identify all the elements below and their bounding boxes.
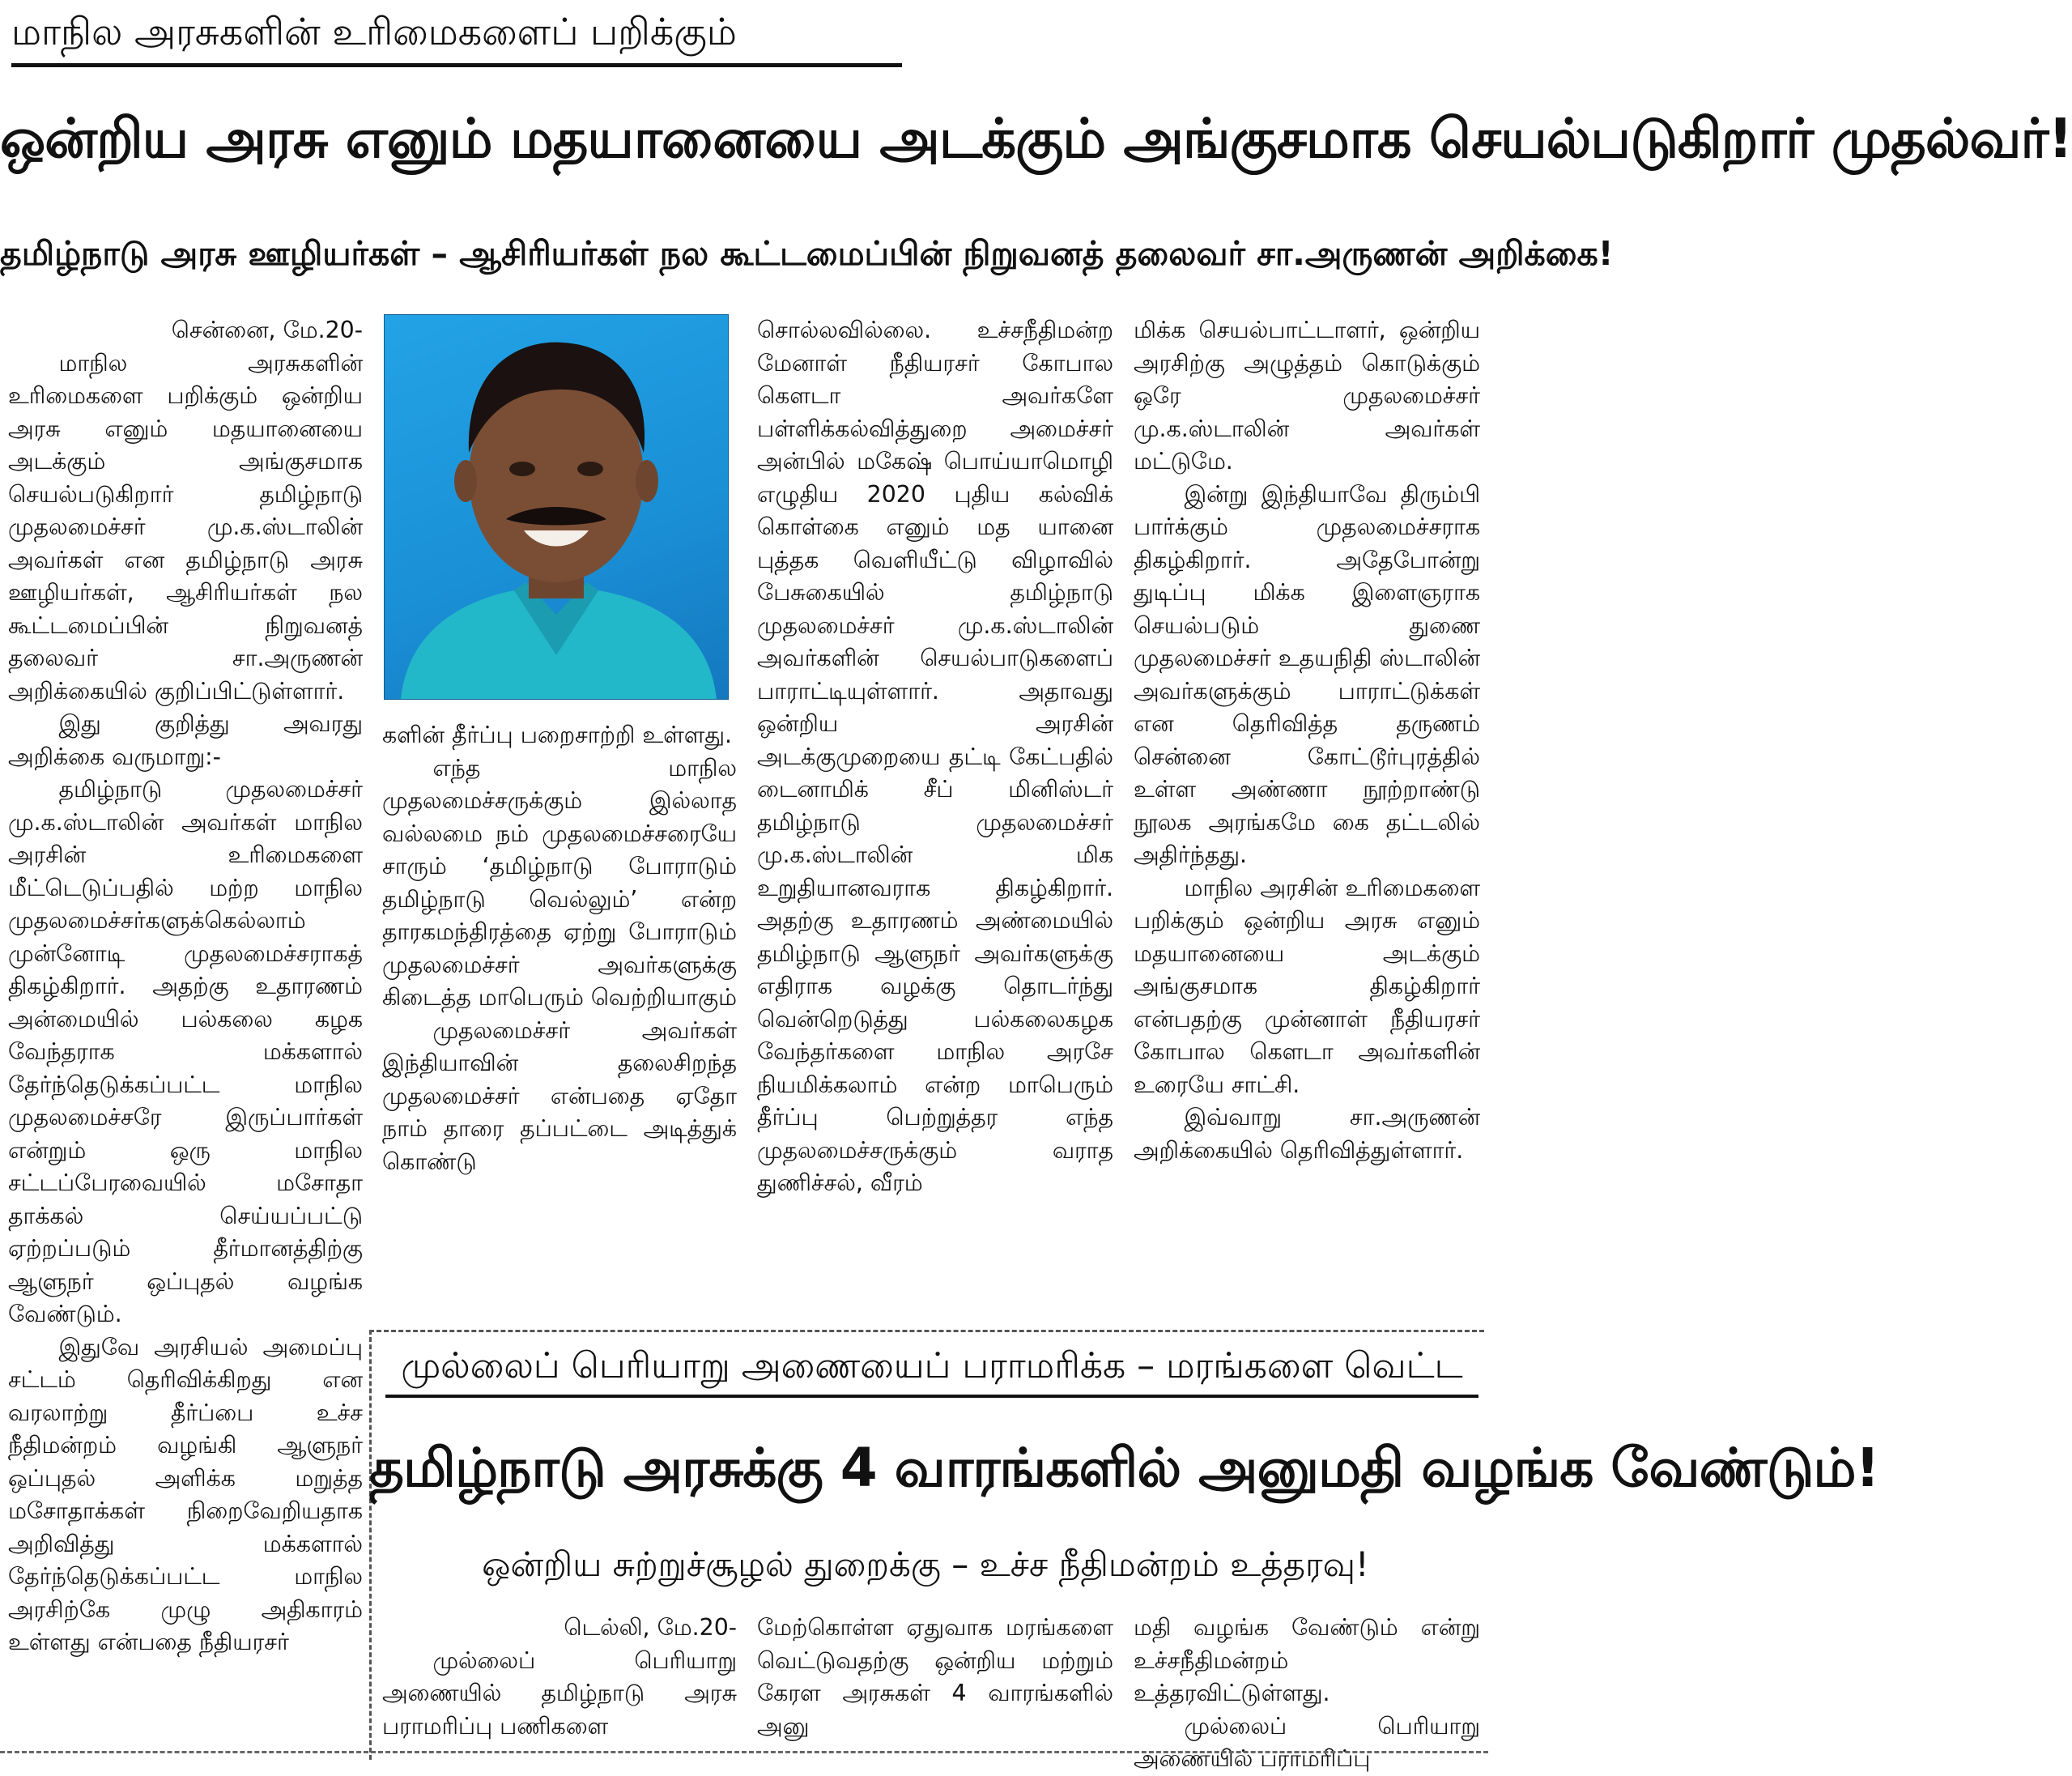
- second-story-subheadline: ஒன்றிய சுற்றுச்சூழல் துறைக்கு – உச்ச நீதிமன்றம் உத்தரவு!: [482, 1544, 1369, 1584]
- article-column-1: [8, 314, 363, 1741]
- subheadline: தமிழ்நாடு அரசு ஊழியர்கள் – ஆசிரியர்கள் நல கூட்டமைப்பின் நிறுவனத் தலைவர் சா.அருணன் அறிக்கை!: [0, 234, 1614, 273]
- headline: ஒன்றிய அரசு எனும் மதயானையை அடக்கும் அங்குசமாக செயல்படுகிறார் முதல்வர்!: [0, 107, 2072, 170]
- kicker: மாநில அரசுகளின் உரிமைகளைப் பறிக்கும்: [11, 6, 902, 67]
- paragraph: இது குறித்து அவரது அறிக்கை வருமாறு:-: [8, 710, 363, 770]
- second-story-column-1: [382, 1612, 737, 1754]
- portrait-photo: [384, 314, 729, 700]
- paragraph: மேற்கொள்ள ஏதுவாக மரங்களை வெட்டுவதற்கு ஒன்றிய மற்றும் கேரள அரசுகள் 4 வாரங்களில் அனு: [757, 1614, 1113, 1740]
- paragraph: சொல்லவில்லை. உச்சநீதிமன்ற மேனாள் நீதியரசர் கோபால கௌடா அவர்களே பள்ளிக்கல்வித்துறை அமைச்சர் அன்பில் மகேஷ் பொய்யாமொழி எழுதிய 2020 புதிய கல்விக் கொள்கை எனும் மத யானை புத்தக வெளியீட்டு விழாவில் பேசுகையில் தமிழ்நாடு முதலமைச்சர் மு.க.ஸ்டாலின் அவர்களின் செயல்பாடுகளைப் பாராட்டியுள்ளார். அதாவது ஒன்றிய அரசின் அடக்குமுறையை தட்டி கேட்பதில் டைனாமிக் சீப் மினிஸ்டர் தமிழ்நாடு முதலமைச்சர் மு.க.ஸ்டாலின் மிக உறுதியானவராக திகழ்கிறார். அதற்கு உதாரணம் அண்மையில் தமிழ்நாடு ஆளுநர் அவர்களுக்கு எதிராக வழக்கு தொடர்ந்து வென்றெடுத்து பல்கலைகழக வேந்தர்களை மாநில அரசே நியமிக்கலாம் என்ற மாபெரும் தீர்ப்பு பெற்றுத்தர எந்த முதலமைச்சருக்கும் வராத துணிச்சல், வீரம்: [757, 317, 1113, 1196]
- paragraph: முல்லைப் பெரியாறு அணையில் பராமரிப்பு: [1134, 1712, 1480, 1772]
- paragraph: முதலமைச்சர் அவர்கள் இந்தியாவின் தலைசிறந்த முதலமைச்சர் என்பதை ஏதோ நாம் தாரை தப்பட்டை அடித்துக் கொண்டு: [382, 1016, 737, 1175]
- paragraph: மிக்க செயல்பாட்டாளர், ஒன்றிய அரசிற்கு அழுத்தம் கொடுக்கும் ஒரே முதலமைச்சர் மு.க.ஸ்டாலின் அவர்கள் மட்டுமே.: [1134, 317, 1480, 475]
- paragraph: மாநில அரசின் உரிமைகளை பறிக்கும் ஒன்றிய அரசு எனும் மதயானையை அடக்கும் அங்குசமாக திகழ்கிறார் என்பதற்கு முன்னாள் நீதியரசர் கோபால கௌடா அவர்களின் உரையே சாட்சி.: [1134, 874, 1480, 1098]
- paragraph: இவ்வாறு சா.அருணன் அறிக்கையில் தெரிவித்துள்ளார்.: [1134, 1104, 1480, 1164]
- article-column-4: [1134, 314, 1480, 1318]
- second-story-kicker: முல்லைப் பெரியாறு அணையைப் பராமரிக்க – மரங்களை வெட்ட: [385, 1338, 1478, 1398]
- paragraph: மதி வழங்க வேண்டும் என்று உச்சநீதிமன்றம் உத்தரவிட்டுள்ளது.: [1134, 1614, 1480, 1706]
- paragraph: களின் தீர்ப்பு பறைசாற்றி உள்ளது.: [382, 722, 732, 748]
- dateline: சென்னை, மே.20-: [171, 317, 363, 343]
- article-column-3: [757, 314, 1113, 1336]
- paragraph: எந்த மாநில முதலமைச்சருக்கும் இல்லாத வல்லமை நம் முதலமைச்சரையே சாரும் ‘தமிழ்நாடு போராடும் தமிழ்நாடு வெல்லும்’ என்ற தாரகமந்திரத்தை ஏற்று போராடும் முதலமைச்சர் அவர்களுக்கு கிடைத்த மாபெரும் வெற்றியாகும்: [382, 754, 737, 1011]
- second-story-column-2: [757, 1612, 1113, 1754]
- bottom-divider: [0, 1751, 1488, 1753]
- portrait-illustration: [385, 315, 728, 699]
- article-column-2: [382, 719, 737, 1336]
- paragraph: இதுவே அரசியல் அமைப்பு சட்டம் தெரிவிக்கிறது என வரலாற்று தீர்ப்பை உச்ச நீதிமன்றம் வழங்கி ஆளுநர் ஒப்புதல் அளிக்க மறுத்த மசோதாக்கள் நிறைவேறியதாக அறிவித்து மக்களால் தேர்ந்தெடுக்கப்பட்ட மாநில அரசிற்கே முழு அதிகாரம் உள்ளது என்பதை நீதியரசர்: [8, 1333, 363, 1655]
- paragraph: முல்லைப் பெரியாறு அணையில் தமிழ்நாடு அரசு பராமரிப்பு பணிகளை: [382, 1646, 737, 1740]
- paragraph: இன்று இந்தியாவே திரும்பி பார்க்கும் முதலமைச்சராக திகழ்கிறார். அதேபோன்று துடிப்பு மிக்க இளைஞராக செயல்படும் துணை முதலமைச்சர் உதயநிதி ஸ்டாலின் அவர்களுக்கும் பாராட்டுக்கள் என தெரிவித்த தருணம் சென்னை கோட்டூர்புரத்தில் உள்ள அண்ணா நூற்றாண்டு நூலக அரங்கமே கை தட்டலில் அதிர்ந்தது.: [1134, 480, 1480, 868]
- paragraph: மாநில அரசுகளின் உரிமைகளை பறிக்கும் ஒன்றிய அரசு எனும் மதயானையை அடக்கும் அங்குசமாக செயல்படுகிறார் தமிழ்நாடு முதலமைச்சர் மு.க.ஸ்டாலின் அவர்கள் என தமிழ்நாடு அரசு ஊழியர்கள், ஆசிரியர்கள் நல கூட்டமைப்பின் நிறுவனத் தலைவர் சா.அருணன் அறிக்கையில் குறிப்பிட்டுள்ளார்.: [8, 349, 363, 705]
- paragraph: தமிழ்நாடு முதலமைச்சர் மு.க.ஸ்டாலின் அவர்கள் மாநில அரசின் உரிமைகளை மீட்டெடுப்பதில் மற்ற மாநில முதலமைச்சர்களுக்கெல்லாம் முன்னோடி முதலமைச்சராகத் திகழ்கிறார். அதற்கு உதாரணம் அன்மையில் பல்கலை கழக வேந்தராக மக்களால் தேர்ந்தெடுக்கப்பட்ட மாநில முதலமைச்சரே இருப்பார்கள் என்றும் ஒரு மாநில சட்டப்பேரவையில் மசோதா தாக்கல் செய்யப்பட்டு ஏற்றப்படும் தீர்மானத்திற்கு ஆளுநர் ஒப்புதல் வழங்க வேண்டும்.: [8, 776, 363, 1327]
- second-story-headline: தமிழ்நாடு அரசுக்கு 4 வாரங்களில் அனுமதி வழங்க வேண்டும்!: [369, 1437, 1879, 1499]
- second-story-column-3: [1134, 1612, 1480, 1772]
- second-story-dateline: டெல்லி, மே.20-: [564, 1614, 737, 1641]
